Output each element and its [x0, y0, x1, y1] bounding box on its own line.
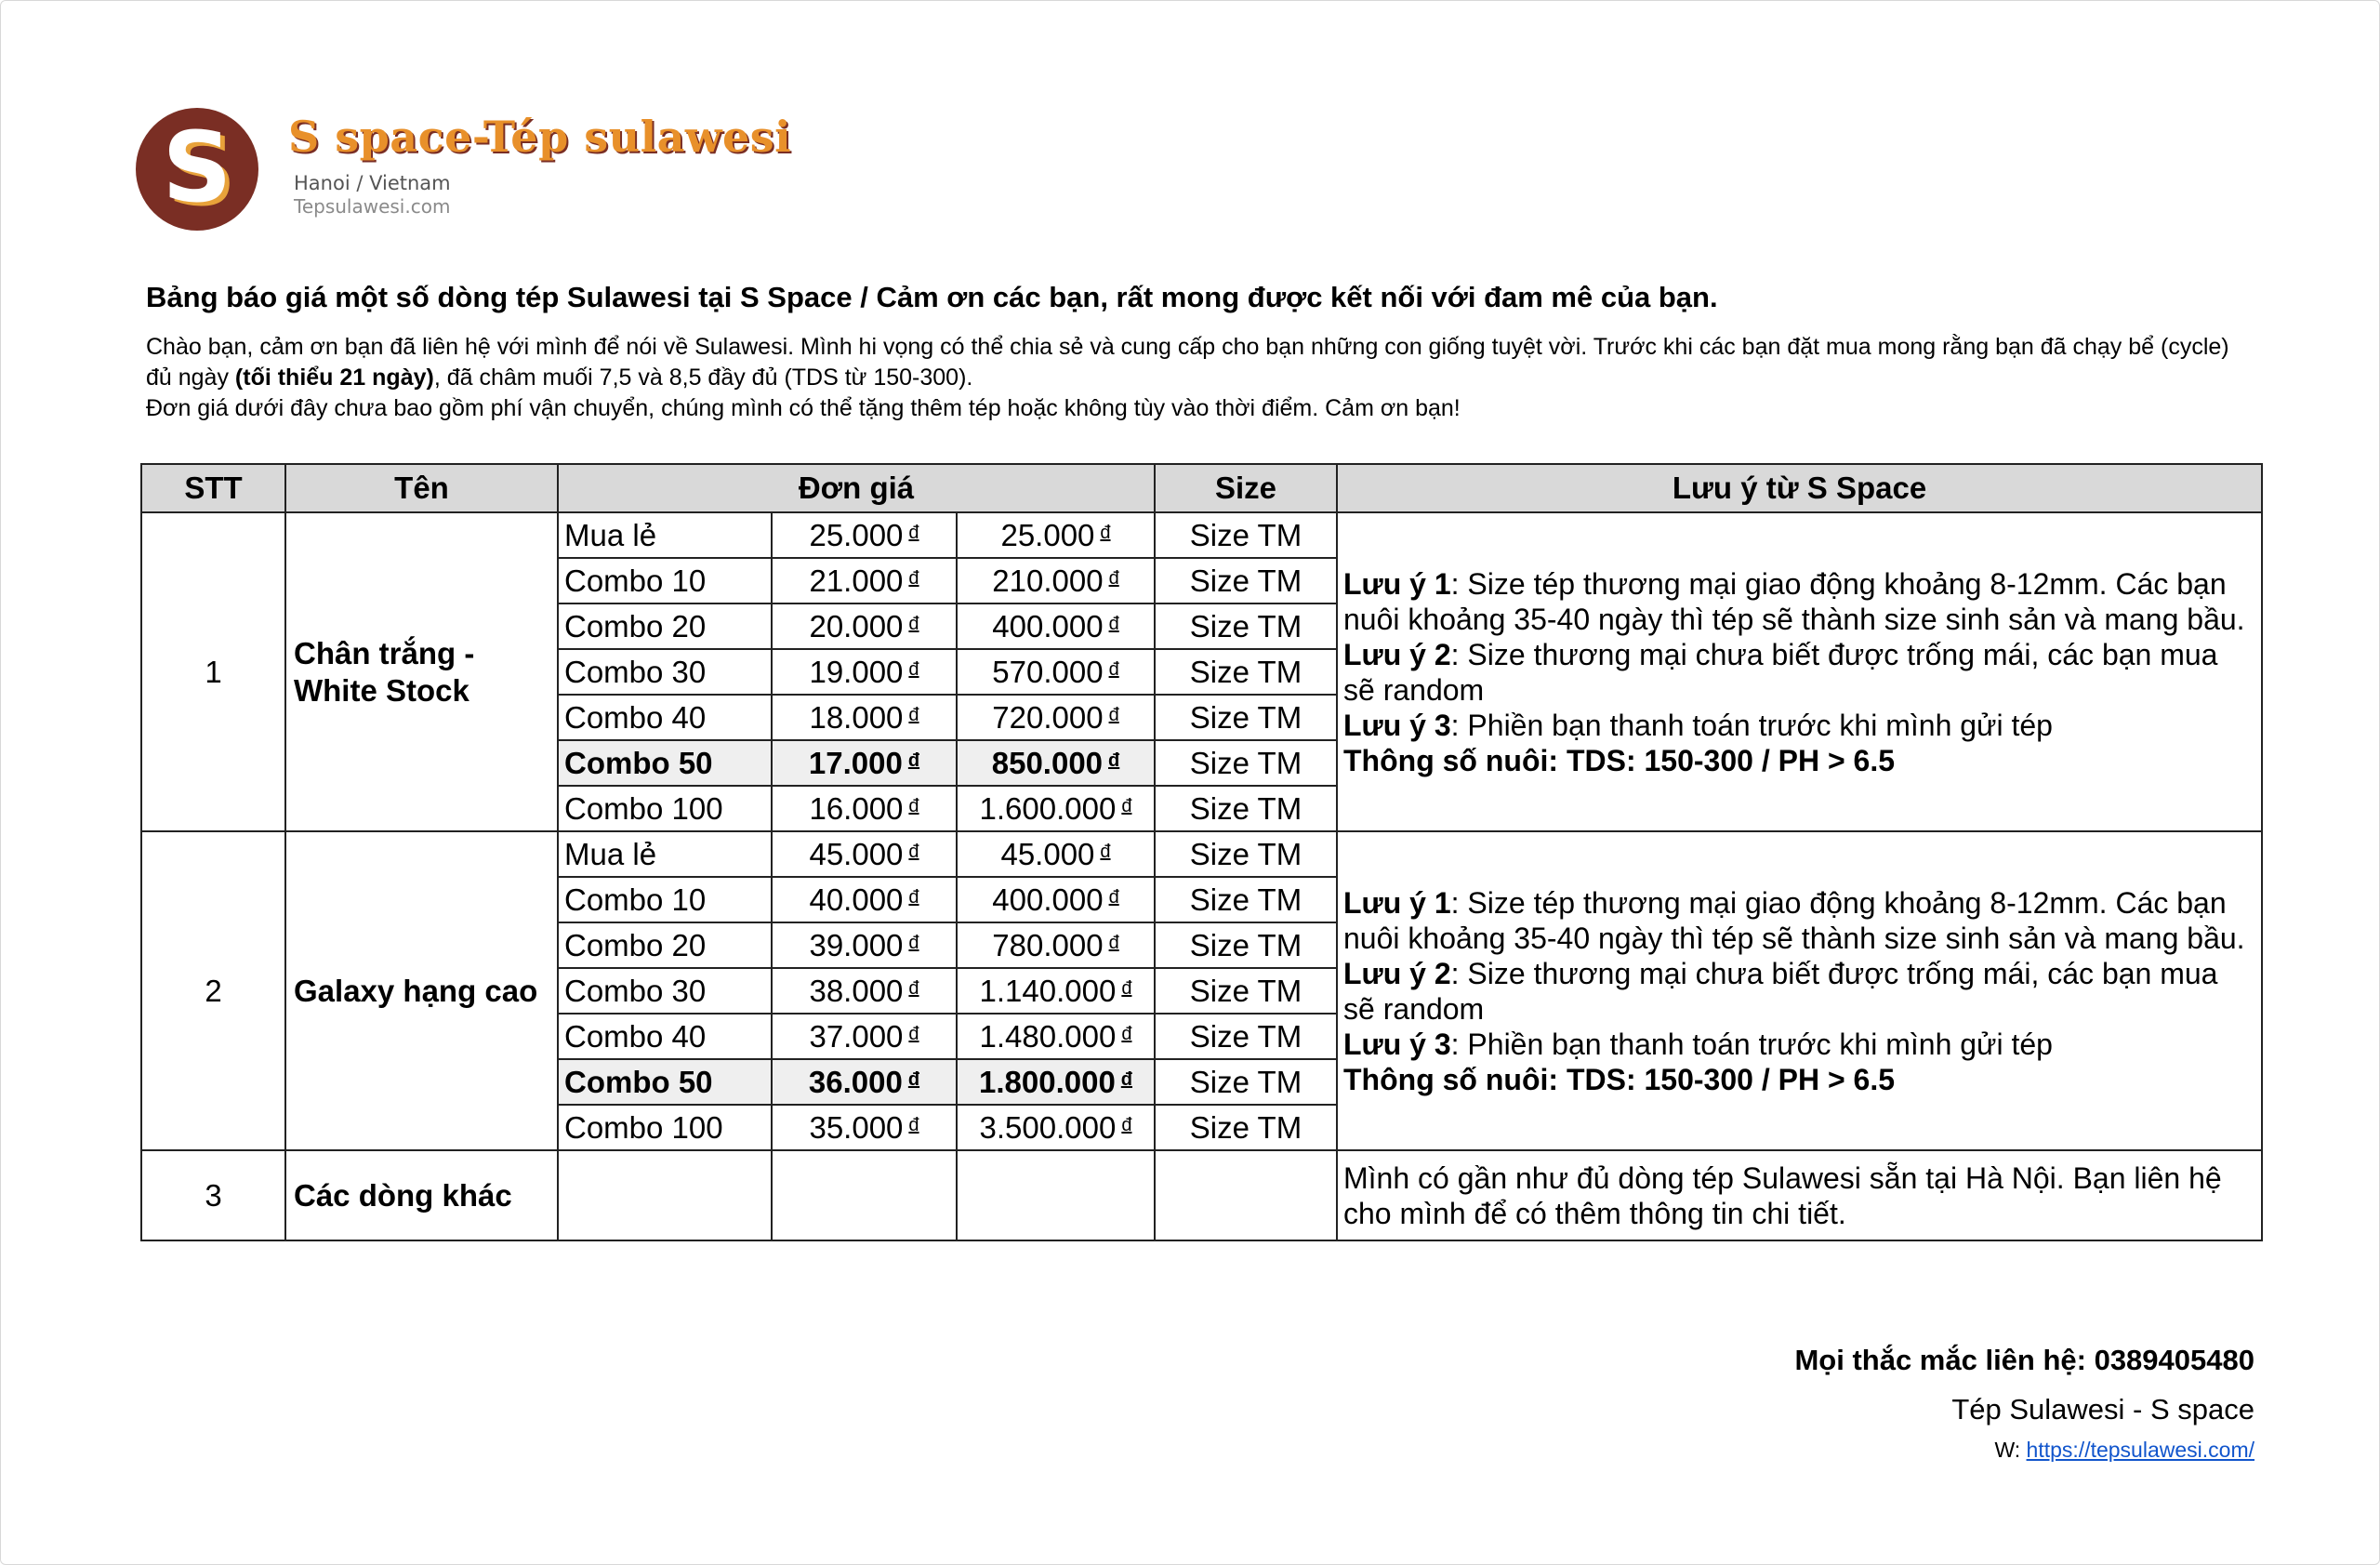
note-2-text: : Size thương mại chưa biết được trống mái, các bạn mua sẽ random	[1343, 956, 2218, 1026]
unit-price	[772, 1014, 957, 1059]
size-cell: Size TM	[1155, 695, 1337, 740]
currency-symbol: đ	[907, 1068, 920, 1090]
plan-name: Combo 50	[558, 1059, 772, 1105]
price-table	[140, 463, 2263, 1241]
currency-symbol: đ	[908, 567, 919, 589]
currency-symbol: đ	[1108, 886, 1119, 908]
total-price-value: 400.000	[992, 882, 1104, 917]
currency-symbol: đ	[908, 522, 919, 543]
currency-symbol: đ	[908, 1114, 919, 1135]
total-price	[957, 1105, 1155, 1150]
note-2	[1343, 637, 2255, 708]
empty-cell	[558, 1150, 772, 1240]
total-price-value: 720.000	[992, 699, 1104, 735]
total-price	[957, 695, 1155, 740]
plan-name: Combo 20	[558, 922, 772, 968]
size-cell: Size TM	[1155, 512, 1337, 558]
table-row	[141, 512, 2262, 558]
size-cell: Size TM	[1155, 1105, 1337, 1150]
note-params	[1343, 1062, 2255, 1097]
currency-symbol: đ	[908, 841, 919, 862]
unit-price-value: 37.000	[809, 1018, 904, 1054]
total-price	[957, 831, 1155, 877]
currency-symbol: đ	[1108, 932, 1119, 953]
total-price	[957, 968, 1155, 1014]
unit-price-value: 36.000	[808, 1064, 903, 1099]
unit-price	[772, 558, 957, 603]
currency-symbol: đ	[1108, 567, 1119, 589]
table-row-other	[141, 1150, 2262, 1240]
note-cell	[1337, 831, 2262, 1150]
currency-symbol: đ	[1100, 522, 1111, 543]
note-3-text: : Phiền bạn thanh toán trước khi mình gửi tép	[1450, 1027, 2053, 1061]
params-text: Thông số nuôi: TDS: 150-300 / PH > 6.5	[1343, 743, 1895, 777]
web-label: W:	[1994, 1438, 2027, 1462]
currency-symbol: đ	[1100, 841, 1111, 862]
total-price	[957, 786, 1155, 831]
size-cell: Size TM	[1155, 831, 1337, 877]
unit-price-value: 19.000	[809, 654, 904, 689]
unit-price-value: 40.000	[809, 882, 904, 917]
currency-symbol: đ	[908, 886, 919, 908]
total-price-value: 3.500.000	[979, 1109, 1117, 1145]
plan-name: Combo 20	[558, 603, 772, 649]
note-3-text: : Phiền bạn thanh toán trước khi mình gửi tép	[1450, 708, 2053, 742]
size-cell: Size TM	[1155, 922, 1337, 968]
total-price-value: 1.600.000	[979, 790, 1117, 826]
currency-symbol: đ	[1108, 613, 1119, 634]
logo-letter: S	[162, 111, 232, 224]
website-link[interactable]: https://tepsulawesi.com/	[2026, 1438, 2254, 1462]
total-price-value: 210.000	[992, 563, 1104, 598]
table-row	[141, 831, 2262, 877]
total-price-value: 780.000	[992, 927, 1104, 962]
currency-symbol: đ	[1108, 658, 1119, 680]
size-cell: Size TM	[1155, 877, 1337, 922]
total-price-value: 25.000	[1000, 517, 1095, 552]
note-2-label: Lưu ý 2	[1343, 637, 1451, 671]
size-cell: Size TM	[1155, 603, 1337, 649]
intro-bold: (tối thiểu 21 ngày)	[234, 365, 434, 391]
plan-name: Combo 100	[558, 1105, 772, 1150]
currency-symbol: đ	[1121, 795, 1132, 816]
unit-price	[772, 512, 957, 558]
empty-cell	[1155, 1150, 1337, 1240]
header-stt: STT	[141, 464, 285, 512]
plan-name: Combo 10	[558, 558, 772, 603]
total-price	[957, 512, 1155, 558]
header-price: Đơn giá	[558, 464, 1155, 512]
total-price	[957, 649, 1155, 695]
empty-cell	[772, 1150, 957, 1240]
currency-symbol: đ	[908, 977, 919, 999]
total-price	[957, 922, 1155, 968]
size-cell: Size TM	[1155, 968, 1337, 1014]
product-stt: 2	[141, 831, 285, 1150]
total-price-value: 570.000	[992, 654, 1104, 689]
currency-symbol: đ	[1108, 704, 1119, 725]
currency-symbol: đ	[908, 658, 919, 680]
currency-symbol: đ	[908, 704, 919, 725]
note-1-label: Lưu ý 1	[1343, 566, 1451, 601]
total-price	[957, 603, 1155, 649]
product-stt: 3	[141, 1150, 285, 1240]
total-price-value: 850.000	[991, 745, 1104, 780]
unit-price-value: 18.000	[809, 699, 904, 735]
unit-price-value: 16.000	[809, 790, 904, 826]
unit-price	[772, 649, 957, 695]
note-1-label: Lưu ý 1	[1343, 885, 1451, 920]
currency-symbol: đ	[1108, 749, 1120, 771]
product-name: Các dòng khác	[285, 1150, 558, 1240]
plan-name: Combo 100	[558, 786, 772, 831]
note-cell	[1337, 512, 2262, 831]
size-cell: Size TM	[1155, 740, 1337, 786]
intro-text	[146, 332, 2238, 424]
plan-name: Mua lẻ	[558, 512, 772, 558]
total-price-value: 1.140.000	[979, 973, 1117, 1008]
note-3	[1343, 708, 2255, 743]
document-title: Bảng báo giá một số dòng tép Sulawesi tại S Space / Cảm ơn các bạn, rất mong được kết nối với đam mê của bạn.	[146, 281, 1718, 313]
plan-name: Combo 30	[558, 649, 772, 695]
note-params	[1343, 743, 2255, 778]
note-3-label: Lưu ý 3	[1343, 708, 1451, 742]
total-price	[957, 1014, 1155, 1059]
total-price	[957, 558, 1155, 603]
table-header-row	[141, 464, 2262, 512]
product-name: Galaxy hạng cao	[285, 831, 558, 1150]
unit-price	[772, 877, 957, 922]
note-3-label: Lưu ý 3	[1343, 1027, 1451, 1061]
unit-price	[772, 831, 957, 877]
brand-name: S space-Tép sulawesi	[288, 112, 792, 162]
note-2-text: : Size thương mại chưa biết được trống mái, các bạn mua sẽ random	[1343, 637, 2218, 707]
params-text: Thông số nuôi: TDS: 150-300 / PH > 6.5	[1343, 1062, 1895, 1096]
signature: Tép Sulawesi - S space	[1951, 1393, 2254, 1426]
product-stt: 1	[141, 512, 285, 831]
contact-line: Mọi thắc mắc liên hệ: 0389405480	[1794, 1344, 2254, 1376]
currency-symbol: đ	[1120, 1068, 1133, 1090]
unit-price-value: 25.000	[809, 517, 904, 552]
intro-paragraph	[146, 332, 2238, 393]
total-price	[957, 877, 1155, 922]
header-note: Lưu ý từ S Space	[1337, 464, 2262, 512]
header-size: Size	[1155, 464, 1337, 512]
plan-name: Combo 40	[558, 1014, 772, 1059]
currency-symbol: đ	[1121, 1023, 1132, 1044]
note-2-label: Lưu ý 2	[1343, 956, 1451, 990]
unit-price-value: 39.000	[809, 927, 904, 962]
unit-price	[772, 922, 957, 968]
currency-symbol: đ	[1121, 1114, 1132, 1135]
empty-cell	[957, 1150, 1155, 1240]
note-1	[1343, 885, 2255, 956]
currency-symbol: đ	[908, 613, 919, 634]
plan-name: Combo 10	[558, 877, 772, 922]
note-2	[1343, 956, 2255, 1027]
unit-price-value: 45.000	[809, 836, 904, 871]
unit-price	[772, 786, 957, 831]
brand-site: Tepsulawesi.com	[294, 195, 451, 218]
currency-symbol: đ	[908, 932, 919, 953]
note-1-text: : Size tép thương mại giao động khoảng 8-12mm. Các bạn nuôi khoảng 35-40 ngày thì tép sẽ thành size sinh sản và mang bầu.	[1343, 885, 2245, 955]
unit-price	[772, 740, 957, 786]
note-1	[1343, 566, 2255, 637]
unit-price-value: 17.000	[808, 745, 903, 780]
unit-price-value: 21.000	[809, 563, 904, 598]
size-cell: Size TM	[1155, 786, 1337, 831]
currency-symbol: đ	[908, 795, 919, 816]
currency-symbol: đ	[908, 1023, 919, 1044]
intro-part-1: Chào bạn, cảm ơn bạn đã liên hệ với mình để nói về Sulawesi. Mình hi vọng có thể chia sẻ và cung cấp cho bạn những con giống tuyệt vời. Trước khi các bạn đặt mua mong rằng bạn đã chạy bể (cycle) đủ ngày	[146, 334, 2229, 391]
size-cell: Size TM	[1155, 1014, 1337, 1059]
plan-name: Combo 30	[558, 968, 772, 1014]
intro-paragraph-2: Đơn giá dưới đây chưa bao gồm phí vận chuyển, chúng mình có thể tặng thêm tép hoặc không tùy vào thời điểm. Cảm ơn bạn!	[146, 395, 1461, 421]
logo	[136, 108, 258, 231]
plan-name: Mua lẻ	[558, 831, 772, 877]
unit-price-value: 38.000	[809, 973, 904, 1008]
unit-price-value: 20.000	[809, 608, 904, 643]
total-price-value: 400.000	[992, 608, 1104, 643]
website-line	[1994, 1438, 2254, 1463]
unit-price	[772, 1059, 957, 1105]
intro-part-2: , đã châm muối 7,5 và 8,5 đầy đủ (TDS từ 150-300).	[433, 365, 973, 391]
product-name: Chân trắng - White Stock	[285, 512, 558, 831]
currency-symbol: đ	[1121, 977, 1132, 999]
note-3	[1343, 1027, 2255, 1062]
brand-location: Hanoi / Vietnam	[294, 172, 451, 194]
note-cell: Mình có gần như đủ dòng tép Sulawesi sẵn tại Hà Nội. Bạn liên hệ cho mình để có thêm thông tin chi tiết.	[1337, 1150, 2262, 1240]
plan-name: Combo 40	[558, 695, 772, 740]
total-price-value: 45.000	[1000, 836, 1095, 871]
total-price	[957, 1059, 1155, 1105]
total-price-value: 1.800.000	[978, 1064, 1116, 1099]
size-cell: Size TM	[1155, 558, 1337, 603]
unit-price-value: 35.000	[809, 1109, 904, 1145]
size-cell: Size TM	[1155, 1059, 1337, 1105]
note-1-text: : Size tép thương mại giao động khoảng 8-12mm. Các bạn nuôi khoảng 35-40 ngày thì tép sẽ thành size sinh sản và mang bầu.	[1343, 566, 2245, 636]
size-cell: Size TM	[1155, 649, 1337, 695]
total-price-value: 1.480.000	[979, 1018, 1117, 1054]
unit-price	[772, 695, 957, 740]
header-name: Tên	[285, 464, 558, 512]
unit-price	[772, 603, 957, 649]
unit-price	[772, 1105, 957, 1150]
plan-name: Combo 50	[558, 740, 772, 786]
currency-symbol: đ	[907, 749, 920, 771]
unit-price	[772, 968, 957, 1014]
total-price	[957, 740, 1155, 786]
